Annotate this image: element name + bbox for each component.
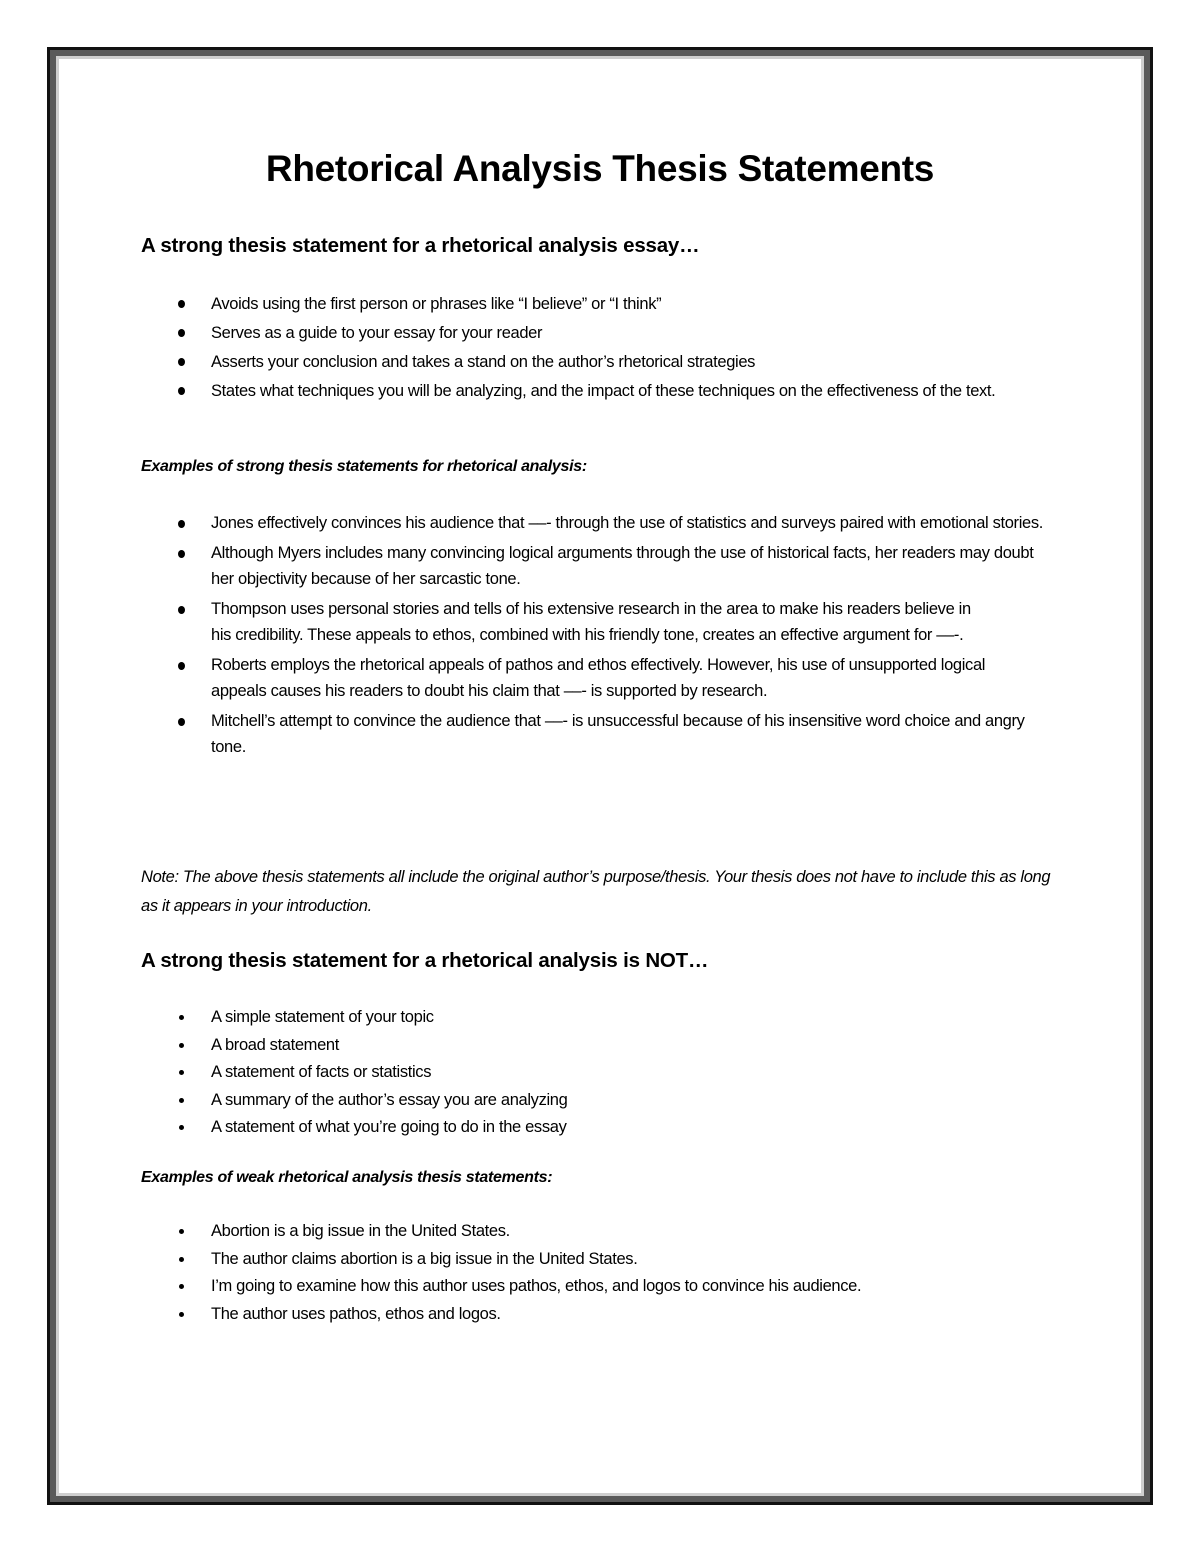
list-item: A summary of the author’s essay you are analyzing	[141, 1087, 1061, 1115]
list-item: Mitchell’s attempt to convince the audience that ––- is unsuccessful because of his insensitive word choice and angry tone.	[141, 708, 1061, 761]
list-item: Although Myers includes many convincing logical arguments through the use of historical facts, her readers may doubt her objectivity because of her sarcastic tone.	[141, 540, 1061, 593]
weak-examples-list	[141, 1218, 1061, 1328]
strong-thesis-heading: A strong thesis statement for a rhetorical analysis essay…	[141, 234, 700, 257]
list-item: The author uses pathos, ethos and logos.	[141, 1301, 1061, 1329]
list-item: Thompson uses personal stories and tells of his extensive research in the area to make his readers believe in his credibility. These appeals to ethos, combined with his friendly tone, creates an effective argument for ––-.	[141, 596, 1061, 649]
weak-examples-heading: Examples of weak rhetorical analysis thesis statements:	[141, 1169, 553, 1186]
list-item: A simple statement of your topic	[141, 1004, 1061, 1032]
list-item: Jones effectively convinces his audience that ––- through the use of statistics and surveys paired with emotional stories.	[141, 510, 1061, 537]
weak-thesis-heading: A strong thesis statement for a rhetorical analysis is NOT…	[141, 949, 709, 972]
list-item: States what techniques you will be analyzing, and the impact of these techniques on the effectiveness of the text.	[141, 377, 1061, 405]
list-item: Serves as a guide to your essay for your reader	[141, 319, 1061, 348]
list-item: I’m going to examine how this author uses pathos, ethos, and logos to convince his audience.	[141, 1273, 1061, 1301]
note-text: Note: The above thesis statements all include the original author’s purpose/thesis. Your thesis does not have to include this as long as it appears in your introduction.	[141, 868, 1051, 915]
strong-examples-list	[141, 510, 1061, 761]
strong-thesis-criteria-list	[141, 290, 1061, 405]
list-item: A broad statement	[141, 1032, 1061, 1060]
list-item: Abortion is a big issue in the United States.	[141, 1218, 1061, 1246]
list-item: A statement of facts or statistics	[141, 1059, 1061, 1087]
list-item: Roberts employs the rhetorical appeals of pathos and ethos effectively. However, his use of unsupported logical appeals causes his readers to doubt his claim that ––- is supported by research.	[141, 652, 1061, 705]
list-item: Asserts your conclusion and takes a stand on the author’s rhetorical strategies	[141, 348, 1061, 377]
strong-examples-heading: Examples of strong thesis statements for rhetorical analysis:	[141, 458, 587, 475]
weak-thesis-criteria-list	[141, 1004, 1061, 1142]
page-title: Rhetorical Analysis Thesis Statements	[265, 148, 935, 189]
list-item: The author claims abortion is a big issue in the United States.	[141, 1246, 1061, 1274]
list-item: A statement of what you’re going to do in the essay	[141, 1114, 1061, 1142]
list-item: Avoids using the first person or phrases like “I believe” or “I think”	[141, 290, 1061, 319]
